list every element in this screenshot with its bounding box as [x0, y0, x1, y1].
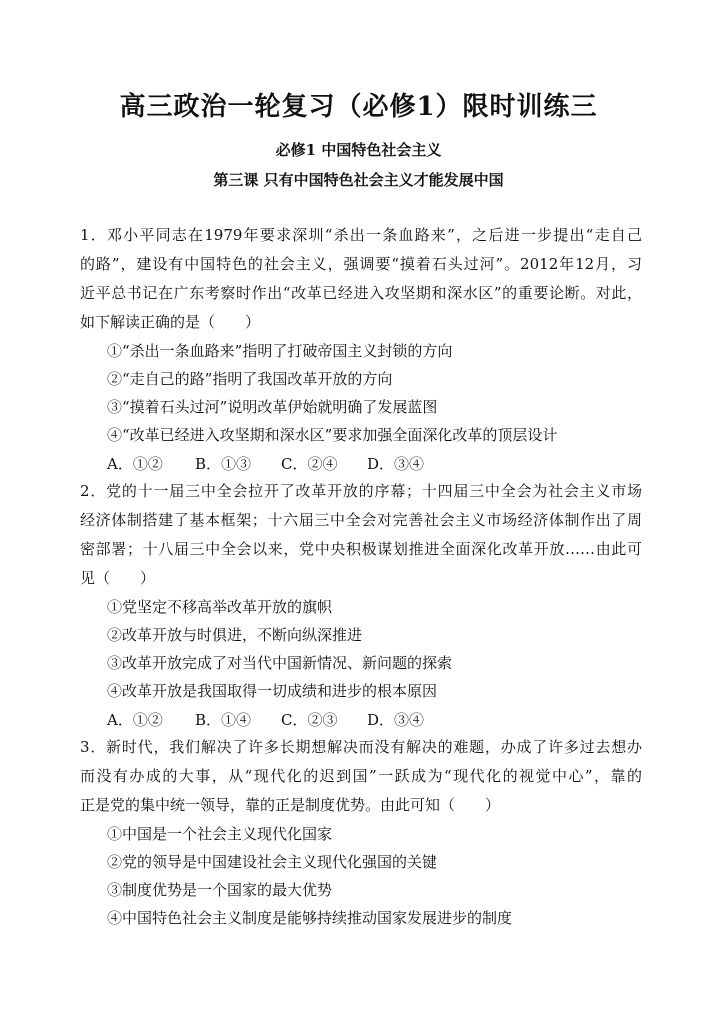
question-2-choices	[107, 709, 669, 731]
question-1-option: ①“杀出一条血路来”指明了打破帝国主义封锁的方向	[107, 342, 453, 360]
choice-b: B．①④	[195, 711, 252, 729]
question-3-option: ①中国是一个社会主义现代化国家	[107, 825, 333, 843]
question-1-choices	[107, 453, 669, 475]
question-1-stem-line: 近平总书记在广东考察时作出“改革已经进入攻坚期和深水区”的重要论断。对此，	[80, 284, 642, 302]
question-2-option: ①党坚定不移高举改革开放的旗帜	[107, 598, 333, 616]
question-3-option: ②党的领导是中国建设社会主义现代化强国的关键	[107, 853, 438, 871]
page-title: 高三政治一轮复习（必修1）限时训练三	[119, 92, 598, 122]
question-2-option: ②改革开放与时俱进，不断向纵深推进	[107, 626, 363, 644]
question-3-option: ④中国特色社会主义制度是能够持续推动国家发展进步的制度	[107, 909, 513, 927]
choice-a: A．①②	[107, 711, 163, 729]
question-1-stem-line: 如下解读正确的是（ ）	[80, 313, 261, 331]
lesson-subtitle: 第三课 只有中国特色社会主义才能发展中国	[213, 171, 504, 189]
question-2-stem-line: 见（ ）	[80, 569, 156, 587]
choice-d: D．③④	[367, 455, 425, 473]
question-2-stem-line: 密部署；十八届三中全会以来，党中央积极谋划推进全面深化改革开放……由此可	[80, 540, 642, 558]
choice-b: B．①③	[195, 455, 252, 473]
question-1-option: ③“摸着石头过河”说明改革伊始就明确了发展蓝图	[107, 398, 438, 416]
choice-c: C．②③	[281, 711, 338, 729]
choice-a: A．①②	[107, 455, 163, 473]
question-2-option: ④改革开放是我国取得一切成绩和进步的根本原因	[107, 682, 438, 700]
question-1-stem-line: 的路”，建设有中国特色的社会主义，强调要“摸着石头过河”。2012年12月，习	[80, 255, 642, 273]
question-3-stem-line: 而没有办成的大事，从“现代化的迟到国”一跃成为“现代化的视觉中心”，靠的	[80, 767, 642, 785]
choice-c: C．②④	[281, 455, 338, 473]
unit-subtitle: 必修1 中国特色社会主义	[275, 141, 442, 159]
question-3-option: ③制度优势是一个国家的最大优势	[107, 881, 333, 899]
question-3-stem-line: 正是党的集中统一领导，靠的正是制度优势。由此可知（ ）	[80, 796, 501, 814]
question-1-stem-line: 1．邓小平同志在1979年要求深圳“杀出一条血路来”，之后进一步提出“走自己	[80, 226, 642, 244]
question-1-option: ④“改革已经进入攻坚期和深水区”要求加强全面深化改革的顶层设计	[107, 426, 558, 444]
question-2-option: ③改革开放完成了对当代中国新情况、新问题的探索	[107, 654, 453, 672]
question-2-stem-line: 经济体制搭建了基本框架；十六届三中全会对完善社会主义市场经济体制作出了周	[80, 511, 642, 529]
question-1-option: ②“走自己的路”指明了我国改革开放的方向	[107, 370, 393, 388]
question-2-stem-line: 2．党的十一届三中全会拉开了改革开放的序幕；十四届三中全会为社会主义市场	[80, 482, 642, 500]
choice-d: D．③④	[367, 711, 425, 729]
question-3-stem-line: 3．新时代，我们解决了许多长期想解决而没有解决的难题，办成了许多过去想办	[80, 738, 642, 756]
